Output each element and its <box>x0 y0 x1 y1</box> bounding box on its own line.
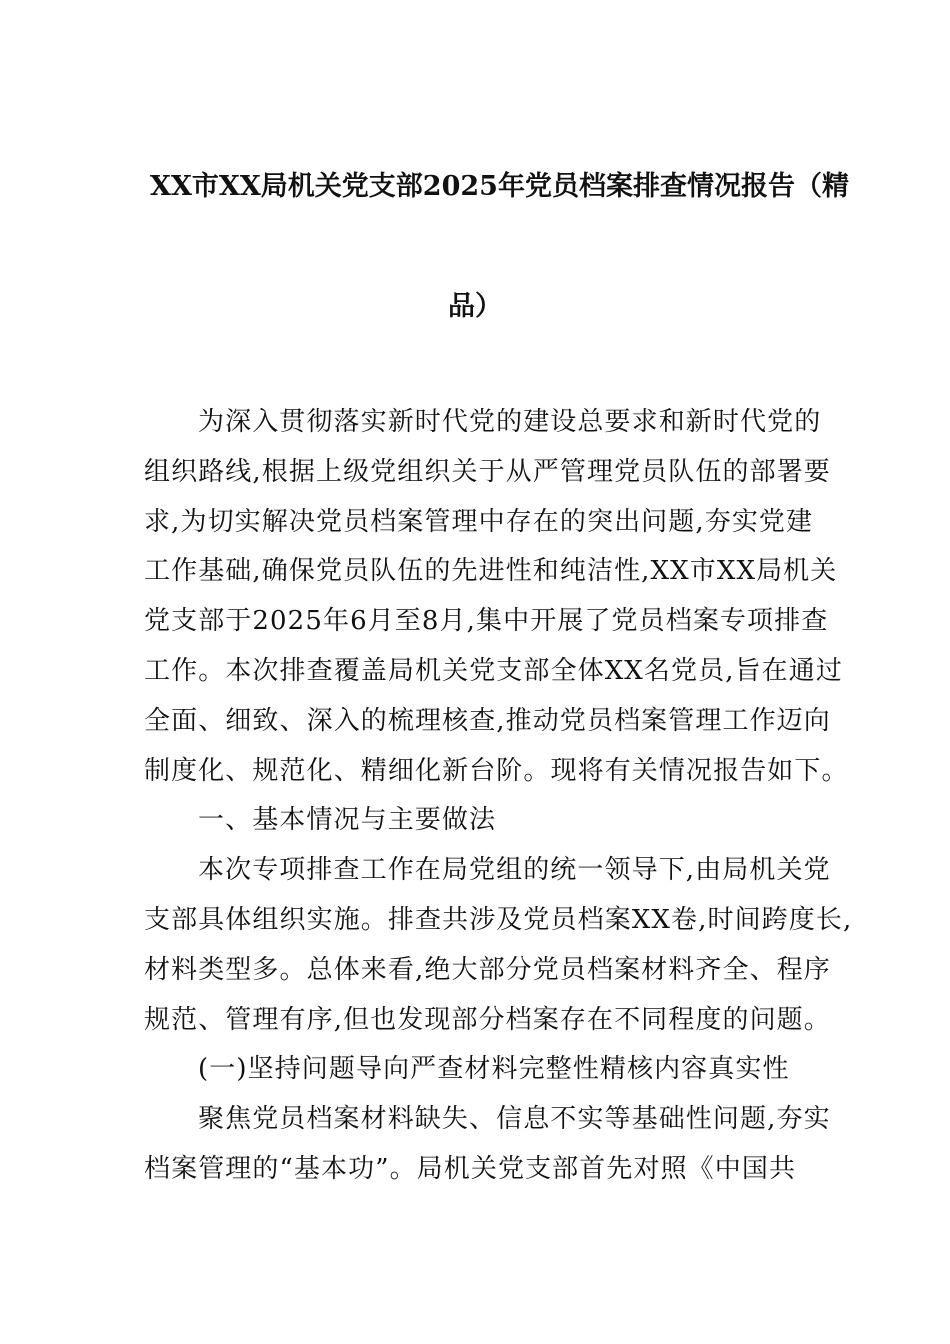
body-line: 制度化、规范化、精细化新台阶。现将有关情况报告如下。 <box>144 755 849 786</box>
body-line: 材料类型多。总体来看,绝大部分党员档案材料齐全、程序 <box>144 954 831 985</box>
document-body <box>144 398 853 1195</box>
body-line: 为深入贯彻落实新时代党的建设总要求和新时代党的 <box>198 407 822 437</box>
body-line: 工作基础,确保党员队伍的先进性和纯洁性,XX市XX局机关 <box>144 556 838 587</box>
body-line: 工作。本次排查覆盖局机关党支部全体XX名党员,旨在通过 <box>144 655 843 686</box>
document-title-line-1: XX市XX局机关党支部2025年党员档案排查情况报告（精 <box>150 171 849 202</box>
body-line: 党支部于2025年6月至8月,集中开展了党员档案专项排查 <box>144 606 829 637</box>
body-line: 全面、细致、深入的梳理核查,推动党员档案管理工作迈向 <box>144 705 831 736</box>
document-title-line-2: 品） <box>448 291 502 322</box>
body-line: 档案管理的“基本功”。局机关党支部首先对照《中国共 <box>144 1153 797 1184</box>
body-line: 本次专项排查工作在局党组的统一领导下,由局机关党 <box>198 855 831 886</box>
body-line: 组织路线,根据上级党组织关于从严管理党员队伍的部署要 <box>144 456 831 487</box>
body-line: 支部具体组织实施。排查共涉及党员档案XX卷,时间跨度长, <box>144 904 853 935</box>
body-line: 规范、管理有序,但也发现部分档案存在不同程度的问题。 <box>144 1004 831 1035</box>
body-line: 求,为切实解决党员档案管理中存在的突出问题,夯实党建 <box>144 506 814 537</box>
subsection-heading: (一)坚持问题导向严查材料完整性精核内容真实性 <box>198 1054 790 1085</box>
section-heading: 一、基本情况与主要做法 <box>198 805 497 836</box>
body-line: 聚焦党员档案材料缺失、信息不实等基础性问题,夯实 <box>198 1104 831 1135</box>
